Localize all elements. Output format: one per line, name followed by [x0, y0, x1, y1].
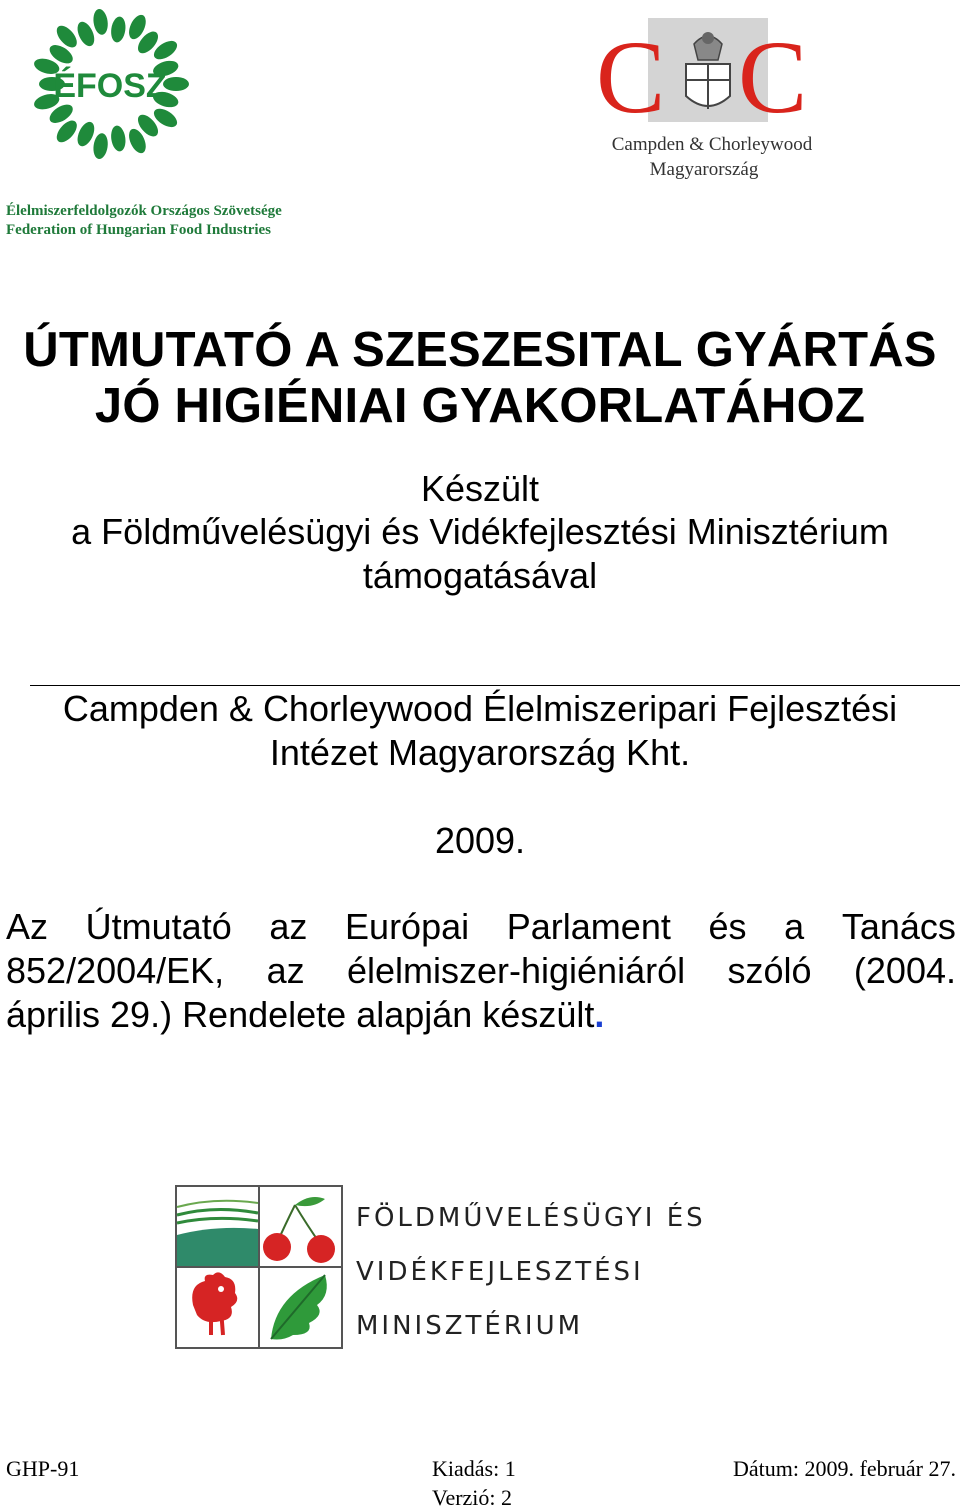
document-title-line2: JÓ HIGIÉNIAI GYAKORLATÁHOZ	[94, 379, 866, 433]
ministry-line3: MINISZTÉRIUM	[356, 1311, 584, 1341]
sunflower-petal	[110, 125, 128, 153]
document-code: GHP-91	[6, 1456, 80, 1481]
institute-line1: Campden & Chorleywood Élelmiszeripari Fejlesztési	[62, 688, 898, 729]
publication-year: 2009.	[434, 820, 526, 861]
basis-word: és	[708, 906, 747, 947]
version-number: Verzió: 2	[432, 1485, 513, 1509]
basis-word: (2004.	[853, 950, 956, 991]
prepared-line1: Készült	[420, 468, 540, 509]
basis-word: a	[784, 906, 805, 947]
issue-number: Kiadás: 1	[432, 1456, 516, 1481]
svg-text:C: C	[738, 20, 808, 135]
basis-word: Európai	[345, 906, 470, 947]
sunflower-petal	[92, 8, 110, 36]
basis-line1	[6, 906, 956, 948]
ministry-line2: VIDÉKFEJLESZTÉSI	[356, 1257, 644, 1287]
org-name-hungarian: Élelmiszerfeldolgozók Országos Szövetsége	[6, 203, 282, 219]
basis-word: Az	[6, 906, 49, 947]
efosz-sunflower-logo-icon	[22, 2, 198, 166]
institute-line2: Intézet Magyarország Kht.	[269, 732, 691, 773]
fvm-ministry-logo-icon	[175, 1185, 343, 1349]
basis-word: Tanács	[841, 906, 956, 947]
basis-word: 852/2004/EK,	[6, 950, 225, 991]
prepared-line3: támogatásával	[362, 555, 598, 596]
campden-chorleywood-logo-icon	[594, 14, 830, 182]
sunflower-petal	[92, 132, 110, 160]
sunflower-petal	[110, 16, 128, 44]
sunflower-petal	[163, 77, 189, 91]
org-name-english: Federation of Hungarian Food Industries	[6, 222, 272, 238]
basis-word: szóló	[727, 950, 812, 991]
svg-text:C: C	[596, 20, 666, 135]
basis-line2	[6, 950, 956, 992]
cc-logo-line1: Campden & Chorleywood	[611, 134, 813, 155]
document-date: Dátum: 2009. február 27.	[733, 1456, 956, 1481]
basis-word: az	[266, 950, 305, 991]
prepared-line2: a Földművelésügyi és Vidékfejlesztési Minisztérium	[71, 511, 889, 552]
basis-line3-end: .	[594, 994, 605, 1035]
divider-line	[30, 685, 960, 686]
basis-word: élelmiszer-higiéniáról	[346, 950, 686, 991]
basis-line3-text: április 29.) Rendelete alapján készült	[6, 994, 595, 1035]
basis-word: Parlament	[506, 906, 671, 947]
basis-word: az	[269, 906, 308, 947]
fvm-ministry-wordmark	[356, 1192, 786, 1348]
basis-word: Útmutató	[85, 906, 232, 947]
efosz-logo-text: ÉFOSZ	[53, 67, 167, 105]
basis-line3	[6, 994, 956, 1036]
ministry-line1: FÖLDMŰVELÉSÜGYI ÉS	[356, 1203, 706, 1233]
cc-logo-line2: Magyarország	[649, 159, 759, 180]
document-title-line1: ÚTMUTATÓ A SZESZESITAL GYÁRTÁS	[23, 323, 937, 377]
